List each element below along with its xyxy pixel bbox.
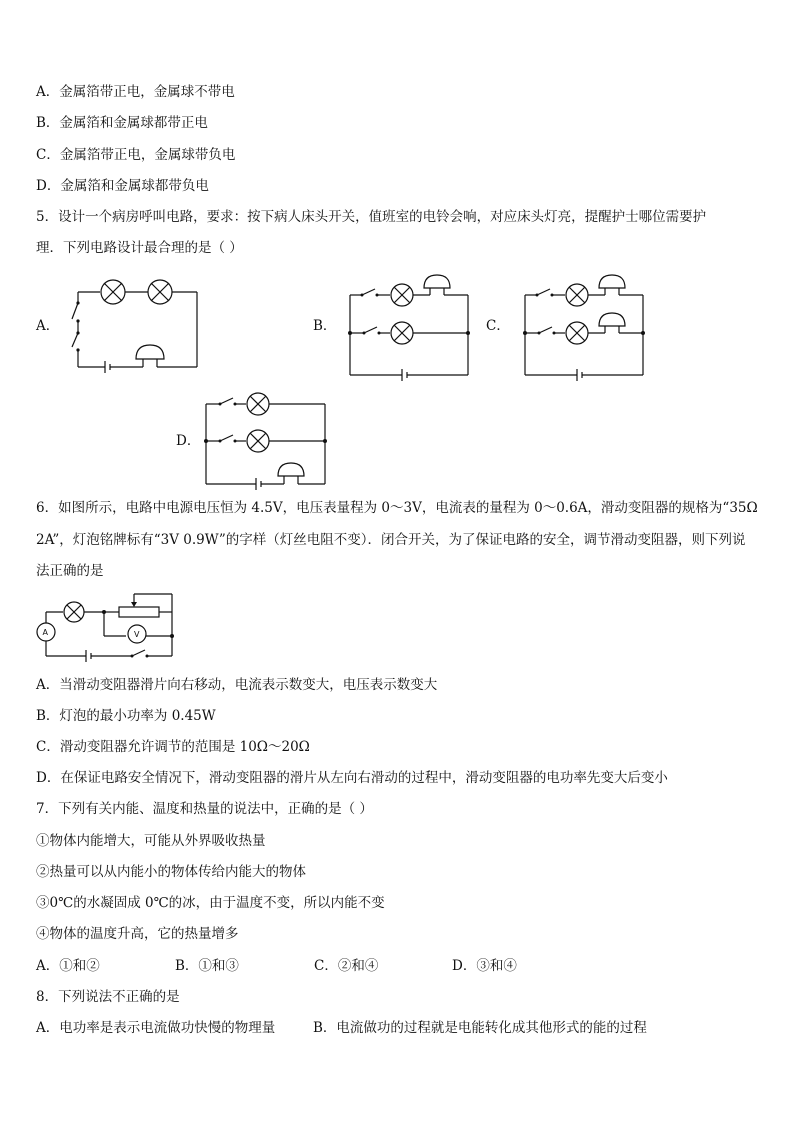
q7-stem: 7．下列有关内能、温度和热量的说法中，正确的是（ ） bbox=[36, 801, 373, 817]
q5-stem-line2: 理．下列电路设计最合理的是（ ） bbox=[36, 240, 243, 256]
q7-statement-2: ②热量可以从内能小的物体传给内能大的物体 bbox=[36, 864, 306, 880]
q6-option-d: D．在保证电路安全情况下，滑动变阻器的滑片从左向右滑动的过程中，滑动变阻器的电功率先变大后变小 bbox=[36, 770, 668, 786]
q5-circuit-d-diagram bbox=[198, 390, 338, 490]
q4-option-b: B．金属箔和金属球都带正电 bbox=[36, 115, 208, 131]
voltmeter-label: V bbox=[134, 630, 140, 639]
q5-label-d: D． bbox=[176, 433, 201, 449]
q6-option-c: C．滑动变阻器允许调节的范围是 10Ω～20Ω bbox=[36, 739, 310, 755]
q5-label-b: B． bbox=[313, 318, 337, 334]
q5-circuit-b-diagram bbox=[340, 270, 480, 385]
q5-label-c: C． bbox=[486, 318, 510, 334]
q7-statement-1: ①物体内能增大，可能从外界吸收热量 bbox=[36, 833, 266, 849]
q4-option-a: A．金属箔带正电，金属球不带电 bbox=[36, 84, 235, 100]
q8-stem: 8．下列说法不正确的是 bbox=[36, 989, 180, 1005]
q7-option-b: B．①和③ bbox=[175, 958, 239, 974]
q5-circuit-c-diagram bbox=[515, 270, 655, 385]
q5-circuit-a-diagram bbox=[60, 275, 210, 375]
q6-circuit-diagram bbox=[34, 588, 179, 666]
q7-statement-4: ④物体的温度升高，它的热量增多 bbox=[36, 926, 239, 942]
q7-statement-3: ③0℃的水凝固成 0℃的冰，由于温度不变，所以内能不变 bbox=[36, 895, 385, 911]
q7-option-c: C．②和④ bbox=[314, 958, 379, 974]
q7-option-a: A．①和② bbox=[36, 958, 100, 974]
q6-option-b: B．灯泡的最小功率为 0.45W bbox=[36, 708, 216, 724]
q8-option-a: A．电功率是表示电流做功快慢的物理量 bbox=[36, 1020, 276, 1036]
q8-option-b: B．电流做功的过程就是电能转化成其他形式的能的过程 bbox=[313, 1020, 647, 1036]
q5-stem-line1: 5．设计一个病房呼叫电路，要求：按下病人床头开关，值班室的电铃会响，对应床头灯亮，提醒护士哪位需要护 bbox=[36, 209, 707, 225]
q4-option-d: D．金属箔和金属球都带负电 bbox=[36, 178, 209, 194]
q6-stem-line1: 6．如图所示，电路中电源电压恒为 4.5V，电压表量程为 0～3V，电流表的量程为 0～0.6A，滑动变阻器的规格为“35Ω bbox=[36, 500, 758, 516]
q7-option-d: D．③和④ bbox=[452, 958, 517, 974]
q6-option-a: A．当滑动变阻器滑片向右移动，电流表示数变大，电压表示数变大 bbox=[36, 677, 438, 693]
q6-stem-line2: 2A”，灯泡铭牌标有“3V 0.9W”的字样（灯丝电阻不变）．闭合开关，为了保证电路的安全，调节滑动变阻器，则下列说 bbox=[36, 532, 746, 548]
q6-stem-line3: 法正确的是 bbox=[36, 563, 104, 579]
q5-label-a: A． bbox=[36, 318, 60, 334]
ammeter-label: A bbox=[42, 628, 48, 637]
q4-option-c: C．金属箔带正电，金属球带负电 bbox=[36, 147, 236, 163]
